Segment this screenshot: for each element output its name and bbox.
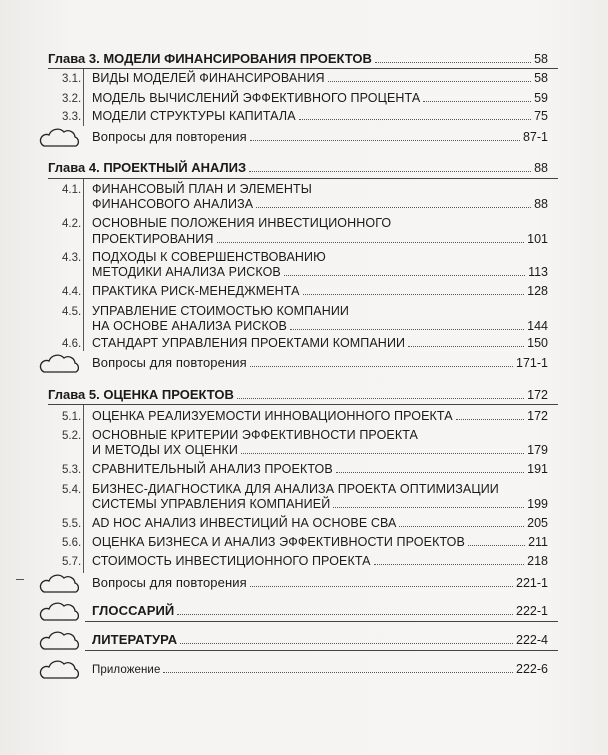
entry-title: УПРАВЛЕНИЕ СТОИМОСТЬЮ КОМПАНИИ	[92, 304, 349, 318]
page-number: 211	[528, 535, 548, 549]
vertical-rule	[83, 69, 84, 126]
leader-dots	[256, 206, 531, 208]
page-number: 128	[527, 284, 548, 298]
leader-dots	[328, 80, 531, 82]
review-entry	[92, 129, 548, 144]
leader-dots	[217, 241, 525, 243]
review-label: Вопросы для повторения	[92, 355, 247, 370]
leader-dots	[177, 613, 513, 615]
chapter-heading	[48, 387, 548, 402]
leader-dots	[336, 471, 524, 473]
toc-entry	[92, 71, 548, 85]
chapter-title: Глава 5. ОЦЕНКА ПРОЕКТОВ	[48, 387, 234, 402]
toc-entry-line	[92, 182, 312, 196]
leader-dots	[237, 397, 524, 399]
leader-dots	[250, 585, 513, 587]
section-number: 3.2.	[62, 93, 82, 105]
cloud-icon	[38, 630, 82, 652]
chapter-title: Глава 3. МОДЕЛИ ФИНАНСИРОВАНИЯ ПРОЕКТОВ	[48, 51, 372, 66]
page-number: 191	[527, 462, 548, 476]
chapter-heading	[48, 51, 548, 66]
section-number: 5.5.	[62, 518, 82, 530]
page-number: 75	[534, 109, 548, 123]
leader-dots	[299, 118, 531, 120]
toc-entry	[92, 554, 548, 568]
page-number: 179	[527, 443, 548, 457]
chapter-underline	[48, 68, 558, 69]
entry-title: МОДЕЛЬ ВЫЧИСЛЕНИЙ ЭФФЕКТИВНОГО ПРОЦЕНТА	[92, 91, 421, 105]
review-entry	[92, 575, 548, 590]
section-number: 4.5.	[62, 306, 82, 318]
page-number: 88	[534, 161, 548, 175]
leader-dots	[375, 61, 531, 63]
section-number: 3.3.	[62, 111, 82, 123]
page-number: 58	[534, 52, 548, 66]
review-label: Вопросы для повторения	[92, 129, 247, 144]
toc-entry	[92, 409, 548, 423]
page-number: 172	[527, 388, 548, 402]
leader-dots	[456, 418, 524, 420]
entry-title: ОСНОВНЫЕ ПОЛОЖЕНИЯ ИНВЕСТИЦИОННОГО	[92, 216, 392, 230]
cloud-icon	[38, 127, 82, 149]
section-number: 5.3.	[62, 464, 82, 476]
section-number: 4.2.	[62, 218, 82, 230]
review-label: Вопросы для повторения	[92, 575, 247, 590]
page-number: 88	[534, 197, 548, 211]
leader-dots	[180, 642, 513, 644]
page-number: 58	[534, 71, 548, 85]
leader-dots	[284, 274, 525, 276]
entry-title: ВИДЫ МОДЕЛЕЙ ФИНАНСИРОВАНИЯ	[92, 71, 325, 85]
leader-dots	[249, 170, 531, 172]
margin-mark	[16, 579, 24, 580]
section-number: 5.1.	[62, 411, 82, 423]
toc-entry	[92, 336, 548, 350]
section-number: 3.1.	[62, 73, 82, 85]
entry-title: СТАНДАРТ УПРАВЛЕНИЯ ПРОЕКТАМИ КОМПАНИИ	[92, 336, 406, 350]
toc-entry	[92, 462, 548, 476]
toc-entry-line	[92, 250, 326, 264]
page-number: 222-4	[516, 633, 548, 647]
entry-title: БИЗНЕС-ДИАГНОСТИКА ДЛЯ АНАЛИЗА ПРОЕКТА ОПТИМИЗАЦИИ	[92, 482, 499, 496]
cloud-icon	[38, 659, 82, 681]
literature-entry	[92, 632, 548, 647]
section-number: 4.4.	[62, 286, 82, 298]
entry-title: ПОДХОДЫ К СОВЕРШЕНСТВОВАНИЮ	[92, 250, 326, 264]
entry-title: МОДЕЛИ СТРУКТУРЫ КАПИТАЛА	[92, 109, 296, 123]
leader-dots	[408, 345, 524, 347]
glossary-entry	[92, 603, 548, 618]
chapter-heading	[48, 160, 548, 175]
leader-dots	[468, 544, 525, 546]
page-number: 171-1	[516, 356, 548, 370]
entry-title: AD HOC АНАЛИЗ ИНВЕСТИЦИЙ НА ОСНОВЕ СВА	[92, 516, 397, 530]
leader-dots	[241, 452, 524, 454]
entry-title-cont: ПРОЕКТИРОВАНИЯ	[92, 232, 214, 246]
leader-dots	[374, 563, 525, 565]
appendix-entry	[92, 662, 548, 676]
leader-dots	[423, 100, 531, 102]
toc-entry-line	[92, 304, 349, 318]
leader-dots	[290, 328, 524, 330]
page-number: 150	[527, 336, 548, 350]
entry-title: ФИНАНСОВЫЙ ПЛАН И ЭЛЕМЕНТЫ	[92, 182, 312, 196]
entry-title: ОЦЕНКА БИЗНЕСА И АНАЛИЗ ЭФФЕКТИВНОСТИ ПРОЕКТОВ	[92, 535, 465, 549]
toc-entry	[92, 265, 548, 279]
page-number: 101	[527, 232, 548, 246]
entry-title-cont: И МЕТОДЫ ИХ ОЦЕНКИ	[92, 443, 238, 457]
leader-dots	[333, 506, 524, 508]
page-number: 113	[528, 265, 548, 279]
page-number: 221-1	[516, 576, 548, 590]
literature-label: ЛИТЕРАТУРА	[92, 632, 178, 647]
section-number: 4.6.	[62, 338, 82, 350]
chapter-title: Глава 4. ПРОЕКТНЫЙ АНАЛИЗ	[48, 160, 247, 175]
toc-entry	[92, 516, 548, 530]
leader-dots	[303, 293, 525, 295]
entry-title: ОСНОВНЫЕ КРИТЕРИИ ЭФФЕКТИВНОСТИ ПРОЕКТА	[92, 428, 418, 442]
section-number: 4.3.	[62, 252, 82, 264]
section-number: 5.6.	[62, 537, 82, 549]
vertical-rule	[83, 179, 84, 351]
page-number: 199	[527, 497, 548, 511]
entry-title-cont: НА ОСНОВЕ АНАЛИЗА РИСКОВ	[92, 319, 287, 333]
toc-entry	[92, 319, 548, 333]
page-number: 59	[534, 91, 548, 105]
toc-entry	[92, 109, 548, 123]
entry-title: ОЦЕНКА РЕАЛИЗУЕМОСТИ ИННОВАЦИОННОГО ПРОЕКТА	[92, 409, 453, 423]
toc-entry	[92, 535, 548, 549]
page-number: 205	[527, 516, 548, 530]
leader-dots	[250, 139, 520, 141]
page-number: 172	[527, 409, 548, 423]
leader-dots	[250, 365, 513, 367]
toc-entry-line	[92, 216, 391, 230]
section-number: 4.1.	[62, 184, 82, 196]
toc-entry	[92, 284, 548, 298]
cloud-icon	[38, 573, 82, 595]
vertical-rule	[83, 405, 84, 573]
entry-underline	[85, 650, 558, 651]
section-number: 5.2.	[62, 430, 82, 442]
toc-entry	[92, 497, 548, 511]
toc-entry-line	[92, 428, 418, 442]
cloud-icon	[38, 353, 82, 375]
toc-entry	[92, 91, 548, 105]
cloud-icon	[38, 601, 82, 623]
page-number: 218	[527, 554, 548, 568]
entry-title-cont: СИСТЕМЫ УПРАВЛЕНИЯ КОМПАНИЕЙ	[92, 497, 331, 511]
page-number: 144	[527, 319, 548, 333]
page-number: 87-1	[522, 130, 548, 144]
section-number: 5.7.	[62, 556, 82, 568]
glossary-label: ГЛОССАРИЙ	[92, 603, 175, 618]
toc-entry	[92, 443, 548, 457]
leader-dots	[399, 525, 524, 527]
entry-underline	[85, 621, 558, 622]
appendix-label: Приложение	[92, 664, 161, 676]
entry-title: СТОИМОСТЬ ИНВЕСТИЦИОННОГО ПРОЕКТА	[92, 554, 371, 568]
entry-title-cont: ФИНАНСОВОГО АНАЛИЗА	[92, 197, 254, 211]
page-number: 222-1	[516, 604, 548, 618]
toc-entry	[92, 232, 548, 246]
chapter-underline	[48, 178, 558, 179]
toc-entry	[92, 197, 548, 211]
entry-title: СРАВНИТЕЛЬНЫЙ АНАЛИЗ ПРОЕКТОВ	[92, 462, 333, 476]
toc-entry-line	[92, 482, 499, 496]
entry-title: ПРАКТИКА РИСК-МЕНЕДЖМЕНТА	[92, 284, 300, 298]
page-number: 222-6	[516, 662, 548, 676]
leader-dots	[163, 671, 513, 673]
review-entry	[92, 355, 548, 370]
section-number: 5.4.	[62, 484, 82, 496]
entry-title-cont: МЕТОДИКИ АНАЛИЗА РИСКОВ	[92, 265, 281, 279]
chapter-underline	[48, 404, 558, 405]
